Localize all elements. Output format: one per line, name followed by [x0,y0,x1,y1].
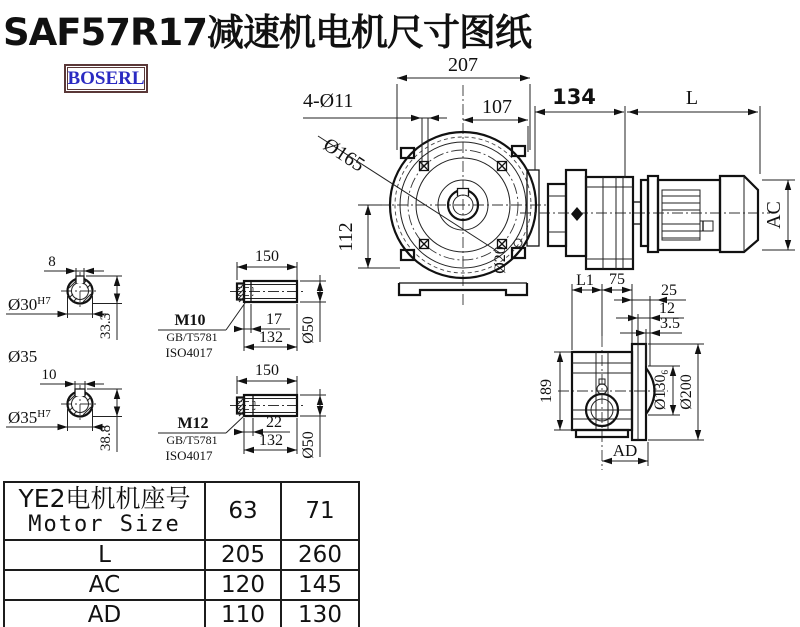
dim-flange-od-200: Ø200 [678,374,695,410]
dim-17: 17 [266,311,282,328]
brand-logo-text: BOSERL [67,67,145,89]
shaft-section-30 [6,254,122,340]
row-value: 260 [281,540,359,570]
label-shaft-od-35: Ø35 [8,347,38,366]
table-row-l [4,540,359,570]
dim-bore-35: $Ø35^{H7}$ [8,408,51,427]
dim-150-b: 150 [255,362,279,379]
std-iso-a: ISO4017 [165,345,213,360]
row-value: 130 [281,600,359,627]
dim-ac: AC [763,201,785,229]
row-value: 120 [205,570,281,600]
side-view [520,85,795,269]
dim-bore-30: $Ø30^{H7}$ [8,295,51,314]
brand-logo [64,64,148,93]
thread-m10: M10 [174,312,206,329]
dim-107: 107 [482,96,512,118]
row-value: 145 [281,570,359,600]
table-row-ad [4,600,359,627]
shaft-detail-m10 [158,248,326,360]
std-gb-a: GB/T5781 [166,330,218,344]
row-label: L [4,540,205,570]
bottom-view [538,271,704,470]
dim-189: 189 [538,379,555,403]
dim-3-5: 3.5 [660,315,680,332]
dim-bore-20: Ø20 [492,246,509,274]
dim-dia-50-b: Ø50 [300,431,317,459]
shaft-section-35 [6,367,122,452]
table-header-en: Motor Size [28,512,181,537]
front-view [303,54,548,305]
dim-dia-50-a: Ø50 [300,316,317,344]
dim-key-8: 8 [48,254,56,270]
dim-150-a: 150 [255,248,279,265]
table-row-ac [4,570,359,600]
dim-112: 112 [335,222,357,252]
table-header-cn: YE2电机机座号 [18,484,191,513]
row-value: 205 [205,540,281,570]
dim-ad: AD [612,441,638,460]
dim-spigot-130: Ø1306 [652,369,670,411]
dim-bolt-holes: 4-Ø11 [303,90,354,112]
dim-207: 207 [448,54,478,76]
table-header-motor-size [4,482,205,540]
dim-75: 75 [609,271,625,288]
table-header-63: 63 [205,482,281,540]
table-header-71: 71 [281,482,359,540]
row-label: AD [4,600,205,627]
row-label: AC [4,570,205,600]
dim-motor-length: L [685,87,699,109]
dim-38-8: 38.8 [98,424,114,452]
dim-132-b: 132 [259,432,283,449]
dim-33-3: 33.3 [98,312,114,340]
dim-134: 134 [552,85,596,109]
std-gb-b: GB/T5781 [166,433,218,447]
row-value: 110 [205,600,281,627]
dim-12: 12 [659,300,675,317]
dim-key-10: 10 [41,367,57,383]
dim-l1: L1 [576,272,594,289]
thread-m12: M12 [177,415,209,432]
dim-132-a: 132 [259,329,283,346]
dim-25: 25 [661,282,677,299]
dim-22: 22 [266,414,282,431]
dim-flange-circle: Ø165 [319,133,369,177]
std-iso-b: ISO4017 [165,448,213,463]
page-title: SAF57R17减速机电机尺寸图纸 [3,11,532,54]
shaft-detail-m12 [158,362,326,463]
motor-size-table [3,481,360,627]
